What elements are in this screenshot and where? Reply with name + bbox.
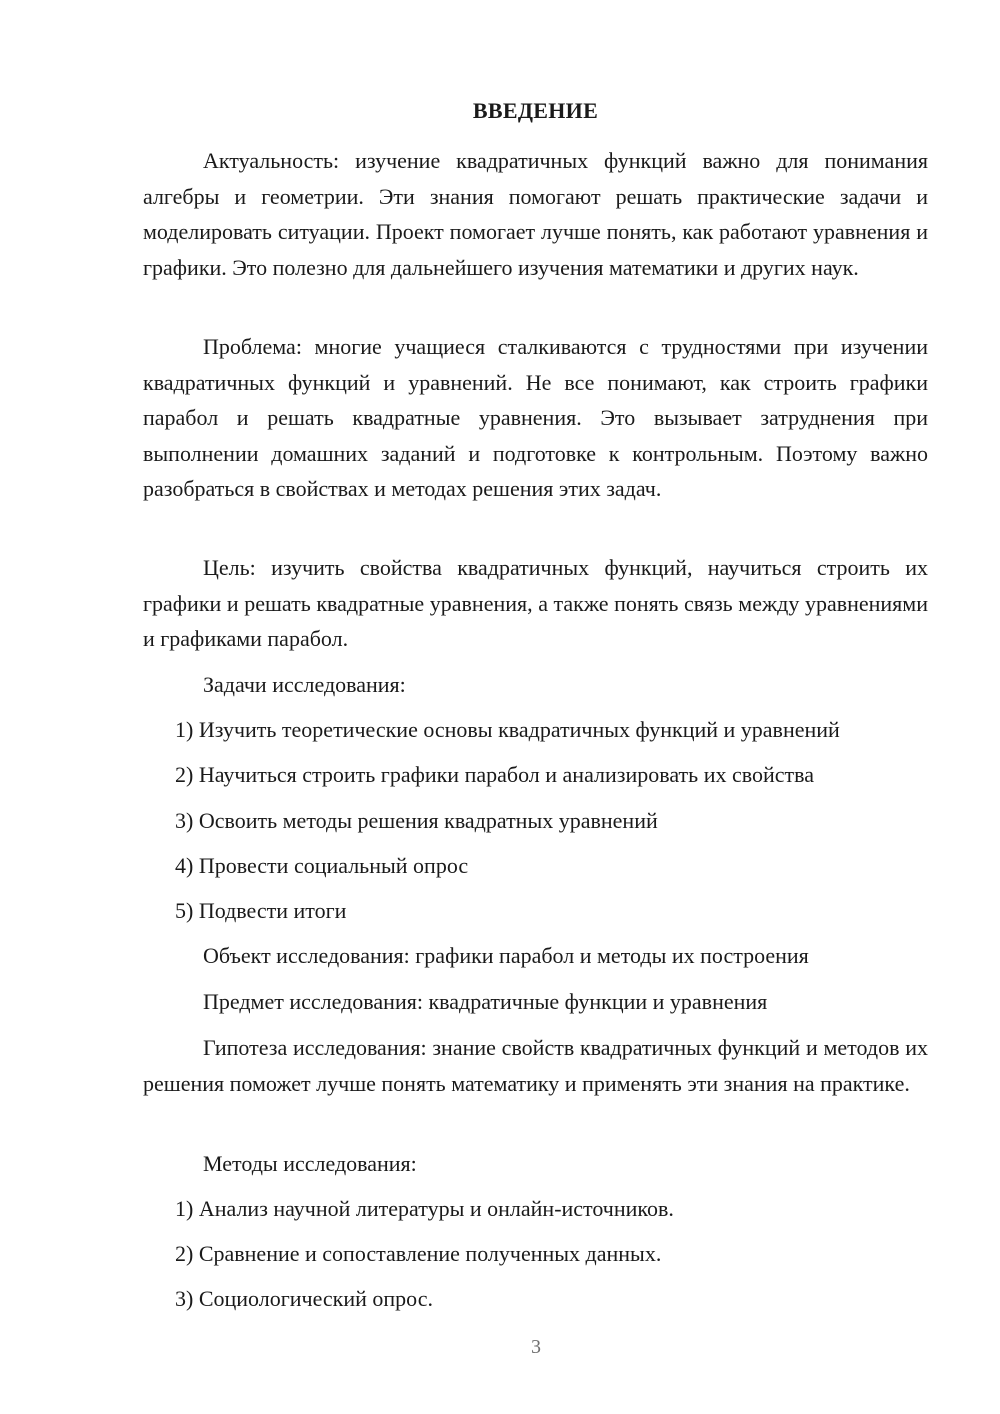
- relevance-paragraph: Актуальность: изучение квадратичных функций важно для понимания алгебры и геометрии. Эти знания помогают решать практические задачи и моделировать ситуации. Проект помогает лучше понять, как работают уравнения и графики. Это полезно для дальнейшего изучения математики и других наук.: [143, 148, 928, 280]
- task-item: 5) Подвести итоги: [175, 898, 347, 923]
- problem-paragraph: Проблема: многие учащиеся сталкиваются с трудностями при изучении квадратичных функций и уравнений. Не все понимают, как строить графики парабол и решать квадратные уравнения. Это вызывает затруднения при выполнении домашних заданий и подготовке к контрольным. Поэтому важно разобраться в свойствах и методах решения этих задач.: [143, 334, 928, 501]
- goal-paragraph: Цель: изучить свойства квадратичных функций, научиться строить их графики и решать квадратные уравнения, а также понять связь между уравнениями и графиками парабол.: [143, 555, 928, 651]
- task-item: 3) Освоить методы решения квадратных уравнений: [175, 808, 658, 833]
- research-object: Объект исследования: графики парабол и методы их построения: [203, 943, 809, 968]
- method-item: 1) Анализ научной литературы и онлайн-источников.: [175, 1196, 674, 1221]
- research-subject: Предмет исследования: квадратичные функции и уравнения: [203, 989, 768, 1014]
- task-item: 4) Провести социальный опрос: [175, 853, 469, 878]
- hypothesis-paragraph: Гипотеза исследования: знание свойств квадратичных функций и методов их решения поможет лучше понять математику и применять эти знания на практике.: [143, 1035, 928, 1096]
- page-title: ВВЕДЕНИЕ: [472, 98, 599, 123]
- task-item: 1) Изучить теоретические основы квадратичных функций и уравнений: [175, 717, 840, 742]
- methods-heading: Методы исследования:: [203, 1151, 417, 1176]
- task-item: 2) Научиться строить графики парабол и анализировать их свойства: [175, 762, 814, 787]
- method-item: 2) Сравнение и сопоставление полученных данных.: [175, 1241, 662, 1266]
- method-item: 3) Социологический опрос.: [175, 1286, 433, 1311]
- tasks-heading: Задачи исследования:: [203, 672, 406, 697]
- page-number: 3: [531, 1336, 541, 1358]
